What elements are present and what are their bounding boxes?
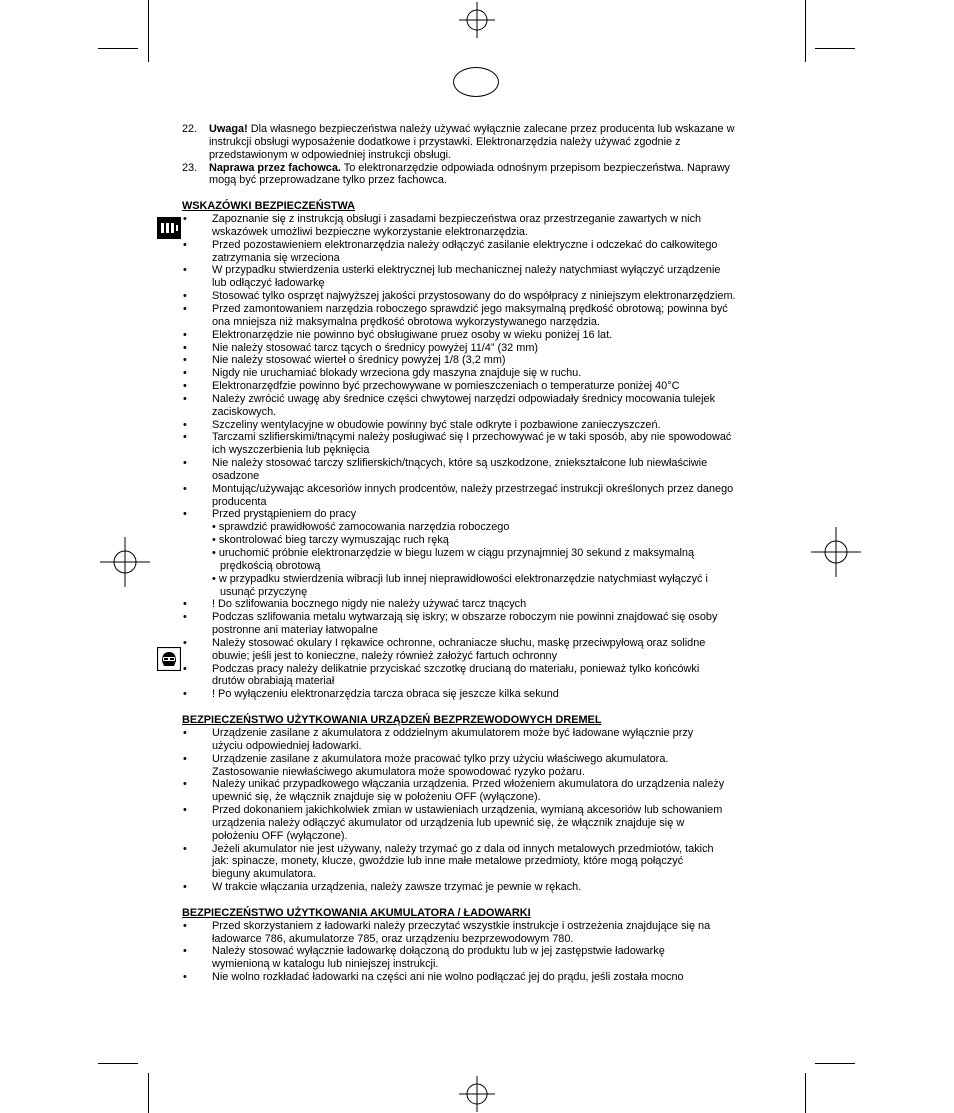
bullet-item — [182, 804, 772, 843]
bullet-line: Jeżeli akumulator nie jest używany, należy trzymać go z dala od innych metalowych przedmiotów, takich — [212, 842, 714, 855]
bullet-line: ich wyszczerbienia lub pęknięcia — [212, 444, 370, 457]
sub-item-line: usunąć przyczynę — [220, 585, 308, 598]
bullet-line: bieguny akumulatora. — [212, 868, 317, 881]
sub-item-line: prędkością obrotową — [220, 559, 321, 572]
item-bold-lead: Naprawa przez fachowca. — [209, 161, 341, 174]
bullet-line: urządzenia należy odłączyć akumulator od urządzenia lub upewnić się, że włącznik znajduje się w — [212, 816, 685, 829]
bullet-item — [182, 290, 772, 303]
bullet-item — [182, 881, 772, 894]
bullet-line: Tarczami szlifierskimi/tnącymi należy posługiwać się I przechowywać je w taki sposób, aby nie spowodować — [212, 431, 732, 444]
bullet-line: użyciu odpowiedniej ładowarki. — [212, 739, 362, 752]
item-line: instrukcji obsługi wyposażenie dodatkowe i przystawki. Elektronarzędzia należy używać zgodnie z — [209, 135, 681, 148]
sub-item-line: • sprawdzić prawidłowość zamocowania narzędzia roboczego — [212, 521, 510, 534]
sub-item — [182, 547, 772, 573]
bullet-item — [182, 239, 772, 265]
bullet-dot: • — [183, 688, 187, 701]
bullet-dot: • — [183, 264, 187, 277]
bullet-line: Urządzenie zasilane z akumulatora może pracować tylko przy użyciu właściwego akumulatora. — [212, 752, 669, 765]
bullet-line: drutów obrabiają materiał — [212, 675, 335, 688]
item-line: mogą być przeprowadzane tylko przez fachowca. — [209, 174, 447, 187]
registration-mark-bottom — [459, 1076, 495, 1112]
language-badge — [453, 67, 499, 97]
bullet-dot: • — [183, 778, 187, 791]
spacer — [182, 894, 772, 907]
bullet-line: Nie należy stosować tarcz tących o średnicy powyżej 11/4” (32 mm) — [212, 341, 539, 354]
bullet-item — [182, 727, 772, 753]
bullet-line: lub odłączyć ładowarkę — [212, 277, 325, 290]
bullet-dot: • — [183, 213, 187, 226]
bullet-item — [182, 843, 772, 882]
bullet-line: osadzone — [212, 469, 260, 482]
bullet-item — [182, 329, 772, 342]
bullet-dot: • — [183, 418, 187, 431]
sub-item-line: • uruchomić próbnie elektronarzędzie w biegu luzem w ciągu przynajmniej 30 sekund z maksymalną — [212, 547, 695, 559]
bullet-dot: • — [183, 380, 187, 393]
bullet-dot: • — [183, 842, 187, 855]
bullet-line: postronne ani materiay łatwopalne — [212, 624, 378, 637]
bullet-item — [182, 354, 772, 367]
bullet-line: Podczas szlifowania metalu wytwarzają się iskry; w obszarze roboczym nie powinni znajdować się osoby — [212, 611, 718, 624]
bullet-dot: • — [183, 971, 187, 984]
bullet-line: Nigdy nie uruchamiać blokady wrzeciona gdy maszyna znajduje się w ruchu. — [212, 367, 582, 380]
bullet-item — [182, 971, 772, 984]
crop-mark — [805, 1073, 806, 1113]
bullet-line: Przed prystąpieniem do pracy — [212, 508, 357, 521]
bullet-dot: • — [183, 598, 187, 611]
bullet-item — [182, 264, 772, 290]
bullet-line: Przed skorzystaniem z ładowarki należy przeczytać wszystkie instrukcje i ostrzeżenia znajdujące się na — [212, 919, 711, 932]
manual-book-icon — [157, 217, 181, 239]
bullet-dot: • — [183, 290, 187, 303]
bullet-line: upewnić się, że włącznik znajduje się w położeniu OFF (wyłączone). — [212, 791, 541, 804]
numbered-item — [182, 123, 772, 162]
crop-mark — [815, 1063, 855, 1064]
bullet-dot: • — [183, 752, 187, 765]
sub-item — [182, 521, 772, 534]
bullet-item — [182, 920, 772, 946]
bullet-line: Nie należy stosować tarczy szlifierskich/tnących, które są uszkodzone, zniekształcone lub niewłaściwie — [212, 457, 708, 470]
bullet-line: ! Do szlifowania bocznego nigdy nie należy używać tarcz tnących — [212, 598, 527, 611]
bullet-dot: • — [183, 919, 187, 932]
bullet-line: Elektronarzędfzie powinno być przechowywane w pomieszczeniach o temperaturze poniżej 40°C — [212, 380, 680, 393]
bullet-dot: • — [183, 367, 187, 380]
bullet-dot: • — [183, 354, 187, 367]
bullet-item — [182, 778, 772, 804]
bullet-dot: • — [183, 302, 187, 315]
bullet-line: W przypadku stwierdzenia usterki elektrycznej lub mechanicznej należy natychmiast wyłączyć urządzenie — [212, 264, 721, 277]
bullet-line: ona mniejsza niż maksymalna prędkość obrotowa wykorzystywanego narzędzia. — [212, 315, 601, 328]
bullet-item — [182, 508, 772, 521]
bullet-line: Zapoznanie się z instrukcją obsługi i zasadami bezpieczeństwa oraz przestrzeganie zawartych w nich — [212, 213, 702, 226]
bullet-dot: • — [183, 392, 187, 405]
numbered-item — [182, 162, 772, 188]
bullet-line: ładowarce 786, akumulatorze 785, oraz urządzeniu bezprzewodowym 780. — [212, 932, 574, 945]
sub-item — [182, 534, 772, 547]
crop-mark — [815, 48, 855, 49]
bullet-line: wymienioną w katalogu lub niniejszej instrukcji. — [212, 958, 439, 971]
crop-mark — [148, 0, 149, 62]
item-number: 23. — [182, 161, 198, 174]
bullet-line: Należy stosować wyłącznie ładowarkę dołączoną do produktu lub w jej zastępstwie ładowarkę — [212, 945, 665, 958]
crop-mark — [98, 1063, 138, 1064]
registration-mark-top — [459, 2, 495, 38]
bullet-dot: • — [183, 341, 187, 354]
bullet-line: zatrzymania się wrzeciona — [212, 251, 340, 264]
bullet-line: jak: spinacze, monety, klucze, gwoździe lub inne małe metalowe przedmioty, które mogą połączyć — [212, 855, 684, 868]
safety-goggles-icon — [157, 647, 181, 671]
bullet-dot: • — [183, 457, 187, 470]
bullet-item — [182, 393, 772, 419]
bullet-item — [182, 367, 772, 380]
bullet-item — [182, 431, 772, 457]
bullet-line: Przed zamontowaniem narzędzia roboczego sprawdzić jego maksymalną prędkość obrotową; powinna być — [212, 302, 728, 315]
bullet-item — [182, 637, 772, 663]
bullet-line: Należy unikać przypadkowego włączania urządzenia. Przed włożeniem akumulatora do urządzenia należy — [212, 778, 725, 791]
bullet-item — [182, 213, 772, 239]
bullet-line: Należy stosować okulary I rękawice ochronne, ochraniacze słuchu, maskę przeciwpyłową oraz solidne — [212, 636, 706, 649]
bullet-dot: • — [183, 238, 187, 251]
bullet-line: Szczeliny wentylacyjne w obudowie powinny być stale odkryte i pozbawione zanieczyszczeń. — [212, 418, 661, 431]
bullet-line: Nie należy stosować wierteł o średnicy powyżej 1/8 (3,2 mm) — [212, 354, 506, 367]
item-number: 22. — [182, 123, 198, 135]
bullet-dot: • — [183, 482, 187, 495]
bullet-dot: • — [183, 328, 187, 341]
bullet-line: Zastosowanie niewłaściwego akumulatora może spowodować ryzyko pożaru. — [212, 765, 585, 778]
bullet-dot: • — [183, 804, 187, 817]
bullet-item — [182, 598, 772, 611]
document-body — [182, 123, 772, 984]
bullet-line: Elektronarzędzie nie powinno być obsługiwane pruez osoby w wieku poniżej 16 lat. — [212, 328, 613, 341]
section-battery-heading: BEZPIECZEŃSTWO UŻYTKOWANIA AKUMULATORA / ŁADOWARKI — [182, 906, 531, 919]
bullet-line: Przed dokonaniem jakichkolwiek zmian w ustawieniach urządzenia, wymianą akcesoriów lub schowaniem — [212, 804, 723, 817]
bullet-line: Przed pozostawieniem elektronarzędzia należy odłączyć zasilanie elektryczne i odczekać do całkowitego — [212, 238, 718, 251]
registration-mark-left — [100, 537, 150, 587]
bullet-item — [182, 342, 772, 355]
bullet-line: obuwie; jeśli jest to konieczne, należy również założyć fartuch ochronny — [212, 649, 558, 662]
bullet-item — [182, 688, 772, 701]
bullet-line: Nie wolno rozkładać ładowarki na części ani nie wolno podłączać jej do prądu, jeśli została mocno — [212, 971, 684, 984]
bullet-line: W trakcie włączania urządzenia, należy zawsze trzymać je pewnie w rękach. — [212, 881, 582, 894]
sub-item — [182, 573, 772, 599]
bullet-line: Urządzenie zasilane z akumulatora z oddzielnym akumulatorem może być ładowane wyłącznie przy — [212, 726, 694, 739]
item-line: przedstawionym w odpowiedniej instrukcji obsługi. — [209, 148, 452, 161]
crop-mark — [148, 1073, 149, 1113]
bullet-item — [182, 611, 772, 637]
bullet-item — [182, 380, 772, 393]
bullet-item — [182, 753, 772, 779]
bullet-item — [182, 483, 772, 509]
bullet-line: wskazówek umożliwi bezpieczne wykorzystanie elektronarzędzia. — [212, 225, 528, 238]
bullet-dot: • — [183, 508, 187, 521]
bullet-dot: • — [183, 431, 187, 444]
section-cordless-heading: BEZPIECZEŃSTWO UŻYTKOWANIA URZĄDZEŃ BEZPRZEWODOWYCH DREMEL — [182, 714, 602, 727]
item-line: Naprawa przez fachowca. To elektronarzędzie odpowiada odnośnym przepisom bezpieczeństwa. Naprawy — [209, 161, 730, 174]
item-line: Uwaga! Dla własnego bezpieczeństwa należy używać wyłącznie zalecane przez producenta lub wskazane w — [209, 123, 735, 135]
bullet-line: Stosować tylko osprzęt najwyższej jakości przystosowany do do współpracy z niniejszym elektronarzędziem. — [212, 290, 736, 303]
bullet-line: Podczas pracy należy delikatnie przyciskać szczotkę drucianą do materiału, ponieważ tylko końcówki — [212, 662, 700, 675]
crop-mark — [98, 48, 138, 49]
bullet-line: Montując/używając akcesoriów innych prodcentów, należy przestrzegać instrukcji określonych przez danego — [212, 482, 734, 495]
bullet-line: producenta — [212, 495, 267, 508]
sub-item-line: • skontrolować bieg tarczy wymuszając ruch ręką — [212, 534, 449, 547]
bullet-dot: • — [183, 636, 187, 649]
bullet-line: zaciskowych. — [212, 405, 277, 418]
bullet-line: położeniu OFF (wyłączone). — [212, 829, 348, 842]
sub-item-line: • w przypadku stwierdzenia wibracji lub innej nieprawidłowości elektronarzędzie natychmiast wyłączyć i — [212, 572, 708, 585]
bullet-line: ! Po wyłączeniu elektronarzędzia tarcza obraca się jeszcze kilka sekund — [212, 688, 559, 701]
bullet-dot: • — [183, 881, 187, 894]
section-safety-heading: WSKAZÓWKI BEZPIECZEŃSTWA — [182, 200, 356, 213]
bullet-dot: • — [183, 611, 187, 624]
bullet-item — [182, 945, 772, 971]
bullet-dot: • — [183, 726, 187, 739]
spacer — [182, 187, 772, 200]
item-bold-lead: Uwaga! — [209, 123, 248, 135]
bullet-dot: • — [183, 662, 187, 675]
bullet-line: Należy zwrócić uwagę aby średnice części chwytowej narzędzi odpowiadały średnicy mocowania tulejek — [212, 392, 716, 405]
bullet-item — [182, 303, 772, 329]
bullet-item — [182, 663, 772, 689]
bullet-dot: • — [183, 945, 187, 958]
registration-mark-right — [811, 527, 861, 577]
bullet-item — [182, 457, 772, 483]
spacer — [182, 701, 772, 714]
crop-mark — [805, 0, 806, 62]
bullet-item — [182, 419, 772, 432]
